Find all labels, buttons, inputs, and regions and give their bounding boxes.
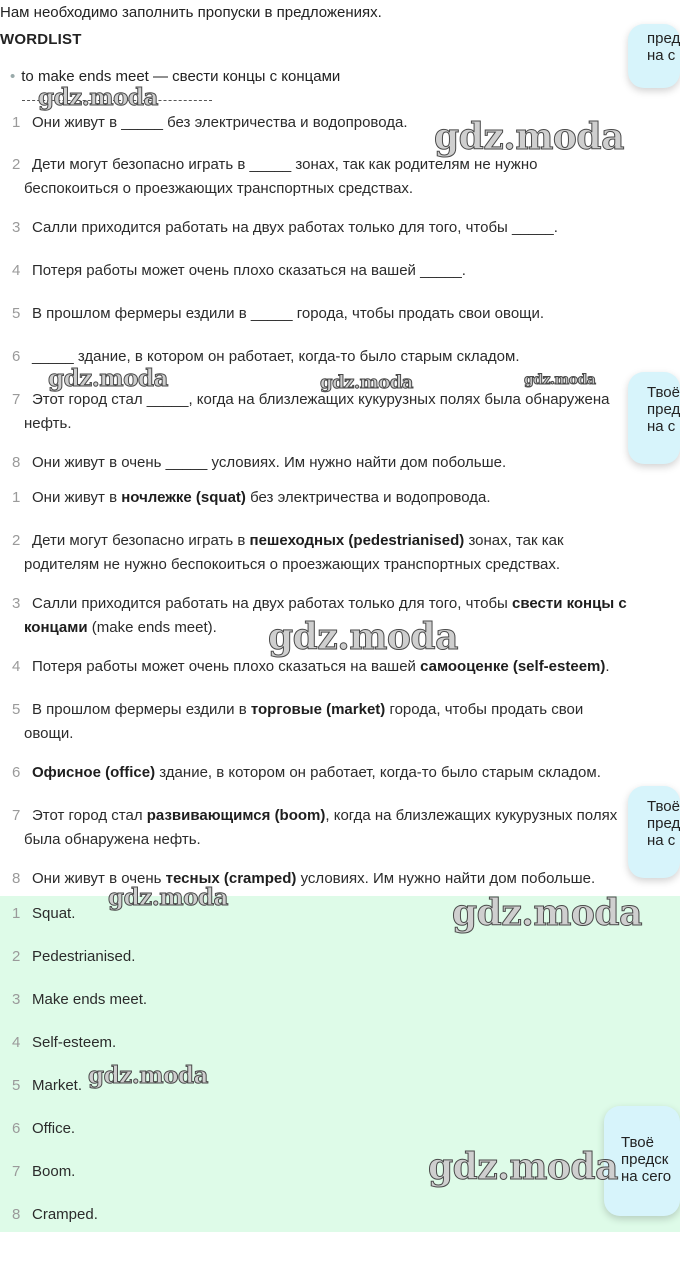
task-text: _____ здание, в котором он работает, когда-то было старым складом. <box>32 348 520 365</box>
task-number: 4 <box>12 658 21 675</box>
filled-answer: ночлежке (squat) <box>121 489 246 506</box>
filled-pre: Они живут в <box>32 489 122 506</box>
filled-pre: Потеря работы может очень плохо сказаться на вашей <box>32 658 421 675</box>
task-row <box>12 451 680 475</box>
task-number: 2 <box>12 532 21 549</box>
task-text: В прошлом фермеры ездили в _____ города, чтобы продать свои овощи. <box>32 305 545 322</box>
task-number: 1 <box>12 489 21 506</box>
bullet-icon: • <box>10 68 16 85</box>
watermark-logo: gdz.moda <box>38 84 158 111</box>
bubble-line: пред <box>647 401 680 418</box>
task-number: 6 <box>12 764 21 781</box>
filled-cont: родителям не нужно беспокоиться о проезжающих транспортных средствах. <box>24 556 561 573</box>
answer-text: Self-esteem. <box>32 1034 117 1051</box>
task-row <box>12 216 680 240</box>
answer-number: 4 <box>12 1034 21 1051</box>
answer-number: 7 <box>12 1163 21 1180</box>
filled-row <box>12 698 680 746</box>
answer-number: 2 <box>12 948 21 965</box>
watermark-logo: gdz.moda <box>268 616 458 658</box>
prediction-bubble[interactable] <box>628 372 680 464</box>
answer-number: 8 <box>12 1206 21 1223</box>
answer-row <box>12 1203 98 1227</box>
filled-post: , когда на близлежащих кукурузных полях <box>325 807 618 824</box>
task-row <box>12 388 680 436</box>
answer-number: 5 <box>12 1077 21 1094</box>
filled-pre: Этот город стал <box>32 807 147 824</box>
filled-answer: торговые (market) <box>250 701 386 718</box>
task-number: 7 <box>12 807 21 824</box>
answer-row <box>12 1074 82 1098</box>
task-text: Салли приходится работать на двух работах только для того, чтобы _____. <box>32 219 558 236</box>
task-number: 3 <box>12 595 21 612</box>
task-number: 2 <box>12 156 21 173</box>
filled-pre: Дети могут безопасно играть в <box>32 532 250 549</box>
watermark-logo: gdz.moda <box>320 372 413 393</box>
answer-number: 1 <box>12 905 21 922</box>
intro-text: Нам необходимо заполнить пропуски в предложениях. <box>0 4 382 21</box>
filled-post: условиях. Им нужно найти дом побольше. <box>296 870 596 887</box>
task-number: 5 <box>12 701 21 718</box>
task-number: 7 <box>12 391 21 408</box>
bubble-line: пред <box>647 815 680 832</box>
filled-post: . <box>605 658 610 675</box>
filled-answer: развивающимся (boom) <box>146 807 326 824</box>
prediction-bubble[interactable] <box>628 24 680 88</box>
filled-post: (make ends meet). <box>87 619 217 636</box>
bubble-line: на с <box>647 47 676 64</box>
filled-post: без электричества и водопровода. <box>245 489 491 506</box>
answer-row <box>12 902 75 926</box>
prediction-bubble[interactable] <box>628 786 680 878</box>
answer-text: Office. <box>32 1120 76 1137</box>
task-number: 5 <box>12 305 21 322</box>
filled-row <box>12 655 680 679</box>
wordlist-item <box>10 68 340 85</box>
wordlist-title: WORDLIST <box>0 31 82 48</box>
task-text: Этот город стал _____, когда на близлежащих кукурузных полях была обнаружена <box>32 391 610 408</box>
bubble-line: предск <box>621 1151 669 1168</box>
filled-pre: Салли приходится работать на двух работах только для того, чтобы <box>32 595 512 612</box>
watermark-logo: gdz.moda <box>108 884 228 911</box>
watermark-logo: gdz.moda <box>88 1062 208 1089</box>
filled-answer: свести концы с <box>512 595 627 612</box>
filled-cont: овощи. <box>24 725 74 742</box>
task-text: Они живут в _____ без электричества и водопровода. <box>32 114 408 131</box>
task-number: 4 <box>12 262 21 279</box>
filled-cont: была обнаружена нефть. <box>24 831 201 848</box>
filled-pre: Они живут в очень <box>32 870 166 887</box>
answer-text: Boom. <box>32 1163 76 1180</box>
filled-post: зонах, так как <box>464 532 564 549</box>
answer-row <box>12 945 135 969</box>
answer-row <box>12 1160 75 1184</box>
filled-post: здание, в котором он работает, когда-то было старым складом. <box>155 764 601 781</box>
task-number: 6 <box>12 348 21 365</box>
task-row <box>12 153 680 201</box>
filled-row <box>12 804 680 852</box>
answer-text: Make ends meet. <box>32 991 148 1008</box>
task-row <box>12 302 680 326</box>
filled-answer: пешеходных (pedestrianised) <box>249 532 465 549</box>
watermark-logo: gdz.moda <box>524 372 596 388</box>
filled-answer-cont: концами <box>24 619 88 636</box>
wordlist-item-text: to make ends meet — свести концы с концами <box>21 68 341 85</box>
task-text-cont: беспокоиться о проезжающих транспортных средствах. <box>24 180 414 197</box>
answer-text: Market. <box>32 1077 83 1094</box>
bubble-line: на с <box>647 832 676 849</box>
task-number: 8 <box>12 870 21 887</box>
bubble-line: пред <box>647 30 680 47</box>
watermark-logo: gdz.moda <box>434 116 624 158</box>
watermark-logo: gdz.moda <box>48 365 168 392</box>
answer-text: Squat. <box>32 905 76 922</box>
bubble-line: Твоё <box>621 1134 654 1151</box>
bubble-line: Твоё <box>647 798 680 815</box>
answer-row <box>12 1031 116 1055</box>
task-number: 3 <box>12 219 21 236</box>
filled-pre: В прошлом фермеры ездили в <box>32 701 251 718</box>
filled-answer: Офисное (office) <box>32 764 156 781</box>
filled-answer: тесных (cramped) <box>165 870 297 887</box>
task-number: 8 <box>12 454 21 471</box>
task-number: 1 <box>12 114 21 131</box>
filled-row <box>12 529 680 577</box>
watermark-logo: gdz.moda <box>428 1146 618 1188</box>
task-text: Потеря работы может очень плохо сказаться на вашей _____. <box>32 262 466 279</box>
answer-number: 6 <box>12 1120 21 1137</box>
task-text-cont: нефть. <box>24 415 72 432</box>
filled-row <box>12 761 680 785</box>
task-row <box>12 259 680 283</box>
task-text: Дети могут безопасно играть в _____ зонах, так как родителям не нужно <box>32 156 538 173</box>
bubble-line: Твоё <box>647 384 680 401</box>
bubble-line: на сего <box>621 1168 672 1185</box>
answer-row <box>12 1117 75 1141</box>
watermark-logo: gdz.moda <box>452 892 642 934</box>
answer-text: Pedestrianised. <box>32 948 136 965</box>
answer-row <box>12 988 147 1012</box>
answer-text: Cramped. <box>32 1206 98 1223</box>
answer-number: 3 <box>12 991 21 1008</box>
filled-row <box>12 486 680 510</box>
filled-post: города, чтобы продать свои <box>385 701 584 718</box>
task-text: Они живут в очень _____ условиях. Им нужно найти дом побольше. <box>32 454 507 471</box>
bubble-line: на с <box>647 418 676 435</box>
filled-answer: самооценке (self-esteem) <box>420 658 606 675</box>
